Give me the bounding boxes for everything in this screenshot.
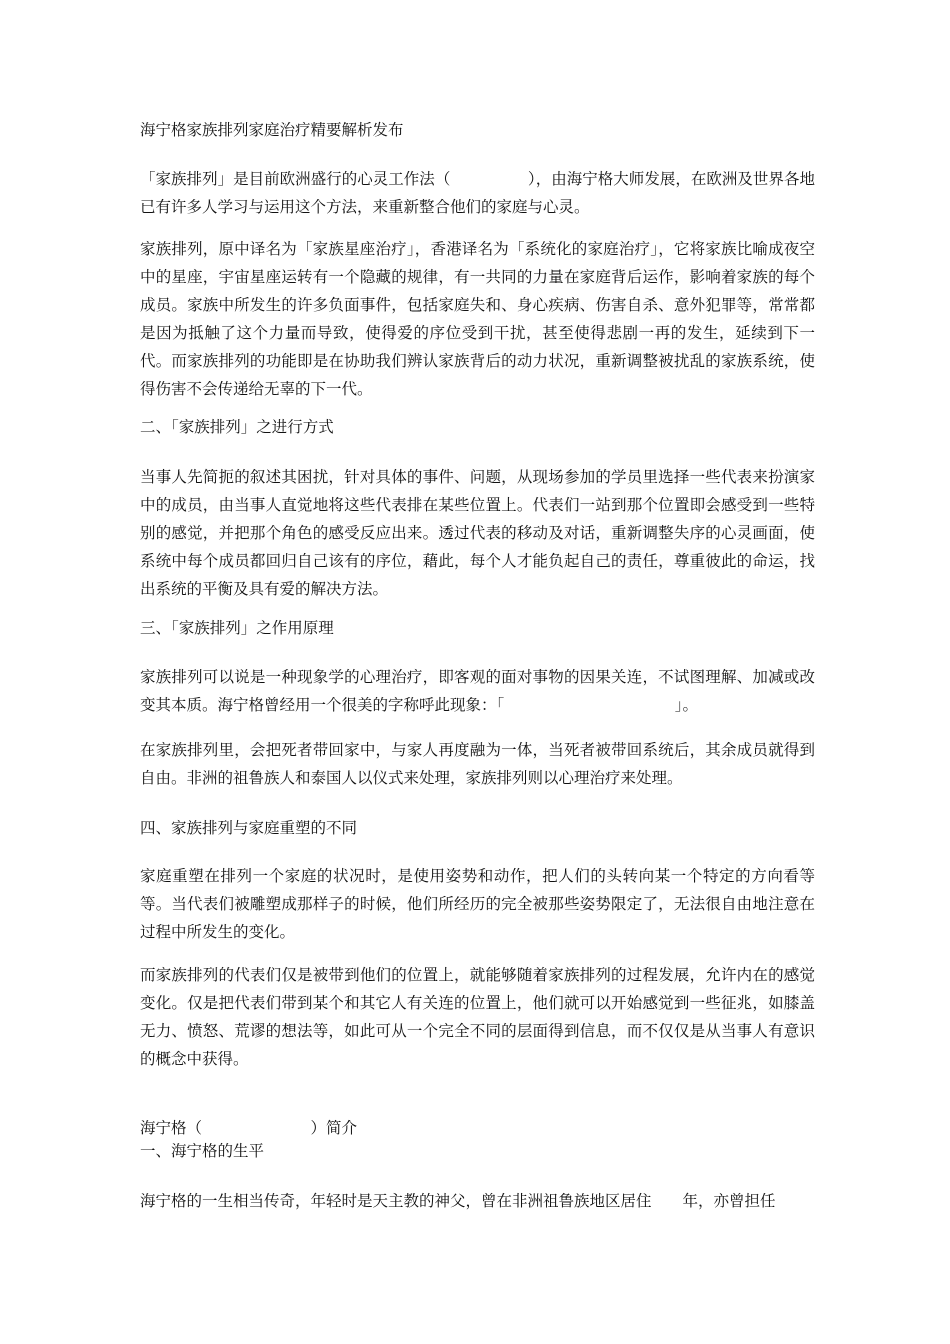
paragraph-intro: 「家族排列」是目前欧洲盛行的心灵工作法（ ），由海宁格大师发展，在欧洲及世界各地已有许多人学习与运用这个方法，来重新整合他们的家庭与心灵。 [140, 170, 815, 216]
paragraph-principle: 家族排列可以说是一种现象学的心理治疗，即客观的面对事物的因果关连，不试图理解、加减或改变其本质。海宁格曾经用一个很美的字称呼此现象：「 」。 [140, 668, 815, 714]
paragraph-sculpting: 家庭重塑在排列一个家庭的状况时，是使用姿势和动作，把人们的头转向某一个特定的方向看等等。当代表们被雕塑成那样子的时候，他们所经历的完全被那些姿势限定了，无法很自由地注意在过程中所发生的变化。 [140, 867, 815, 941]
document-title: 海宁格家族排列家庭治疗精要解析发布 [140, 121, 404, 139]
section-heading-biography: 海宁格（ ）简介 [140, 1119, 358, 1137]
paragraph-constellation-reps: 而家族排列的代表们仅是被带到他们的位置上，就能够随着家族排列的过程发展，允许内在的感觉变化。仅是把代表们带到某个和其它人有关连的位置上，他们就可以开始感觉到一些征兆，如膝盖无力、愤怒、荒谬的想法等，如此可从一个完全不同的层面得到信息，而不仅仅是从当事人有意识的概念中获得。 [140, 966, 815, 1068]
section-heading-life: 一、海宁格的生平 [140, 1142, 265, 1160]
paragraph-dead-return: 在家族排列里，会把死者带回家中，与家人再度融为一体，当死者被带回系统后，其余成员就得到自由。非洲的祖鲁族人和泰国人以仪式来处理，家族排列则以心理治疗来处理。 [140, 741, 815, 787]
section-heading-difference: 四、家族排列与家庭重塑的不同 [140, 819, 358, 837]
paragraph-definition: 家族排列，原中译名为「家族星座治疗」，香港译名为「系统化的家庭治疗」，它将家族比喻成夜空中的星座，宇宙星座运转有一个隐藏的规律，有一共同的力量在家庭背后运作，影响着家族的每个成员。家族中所发生的许多负面事件，包括家庭失和、身心疾病、伤害自杀、意外犯罪等，常常都是因为抵触了这个力量而导致，使得爱的序位受到干扰，甚至使得悲剧一再的发生，延续到下一代。而家族排列的功能即是在协助我们辨认家族背后的动力状况，重新调整被扰乱的家族系统，使得伤害不会传递给无辜的下一代。 [140, 240, 815, 398]
paragraph-life: 海宁格的一生相当传奇，年轻时是天主教的神父，曾在非洲祖鲁族地区居住 年，亦曾担任 [140, 1192, 776, 1210]
section-heading-method: 二、「家族排列」之进行方式 [140, 418, 334, 436]
section-heading-principle: 三、「家族排列」之作用原理 [140, 619, 334, 637]
paragraph-method: 当事人先简扼的叙述其困扰，针对具体的事件、问题，从现场参加的学员里选择一些代表来扮演家中的成员，由当事人直觉地将这些代表排在某些位置上。代表们一站到那个位置即会感受到一些特别的感觉，并把那个角色的感受反应出来。透过代表的移动及对话，重新调整失序的心灵画面，使系统中每个成员都回归自己该有的序位，藉此，每个人才能负起自己的责任，尊重彼此的命运，找出系统的平衡及具有爱的解决方法。 [140, 468, 815, 598]
